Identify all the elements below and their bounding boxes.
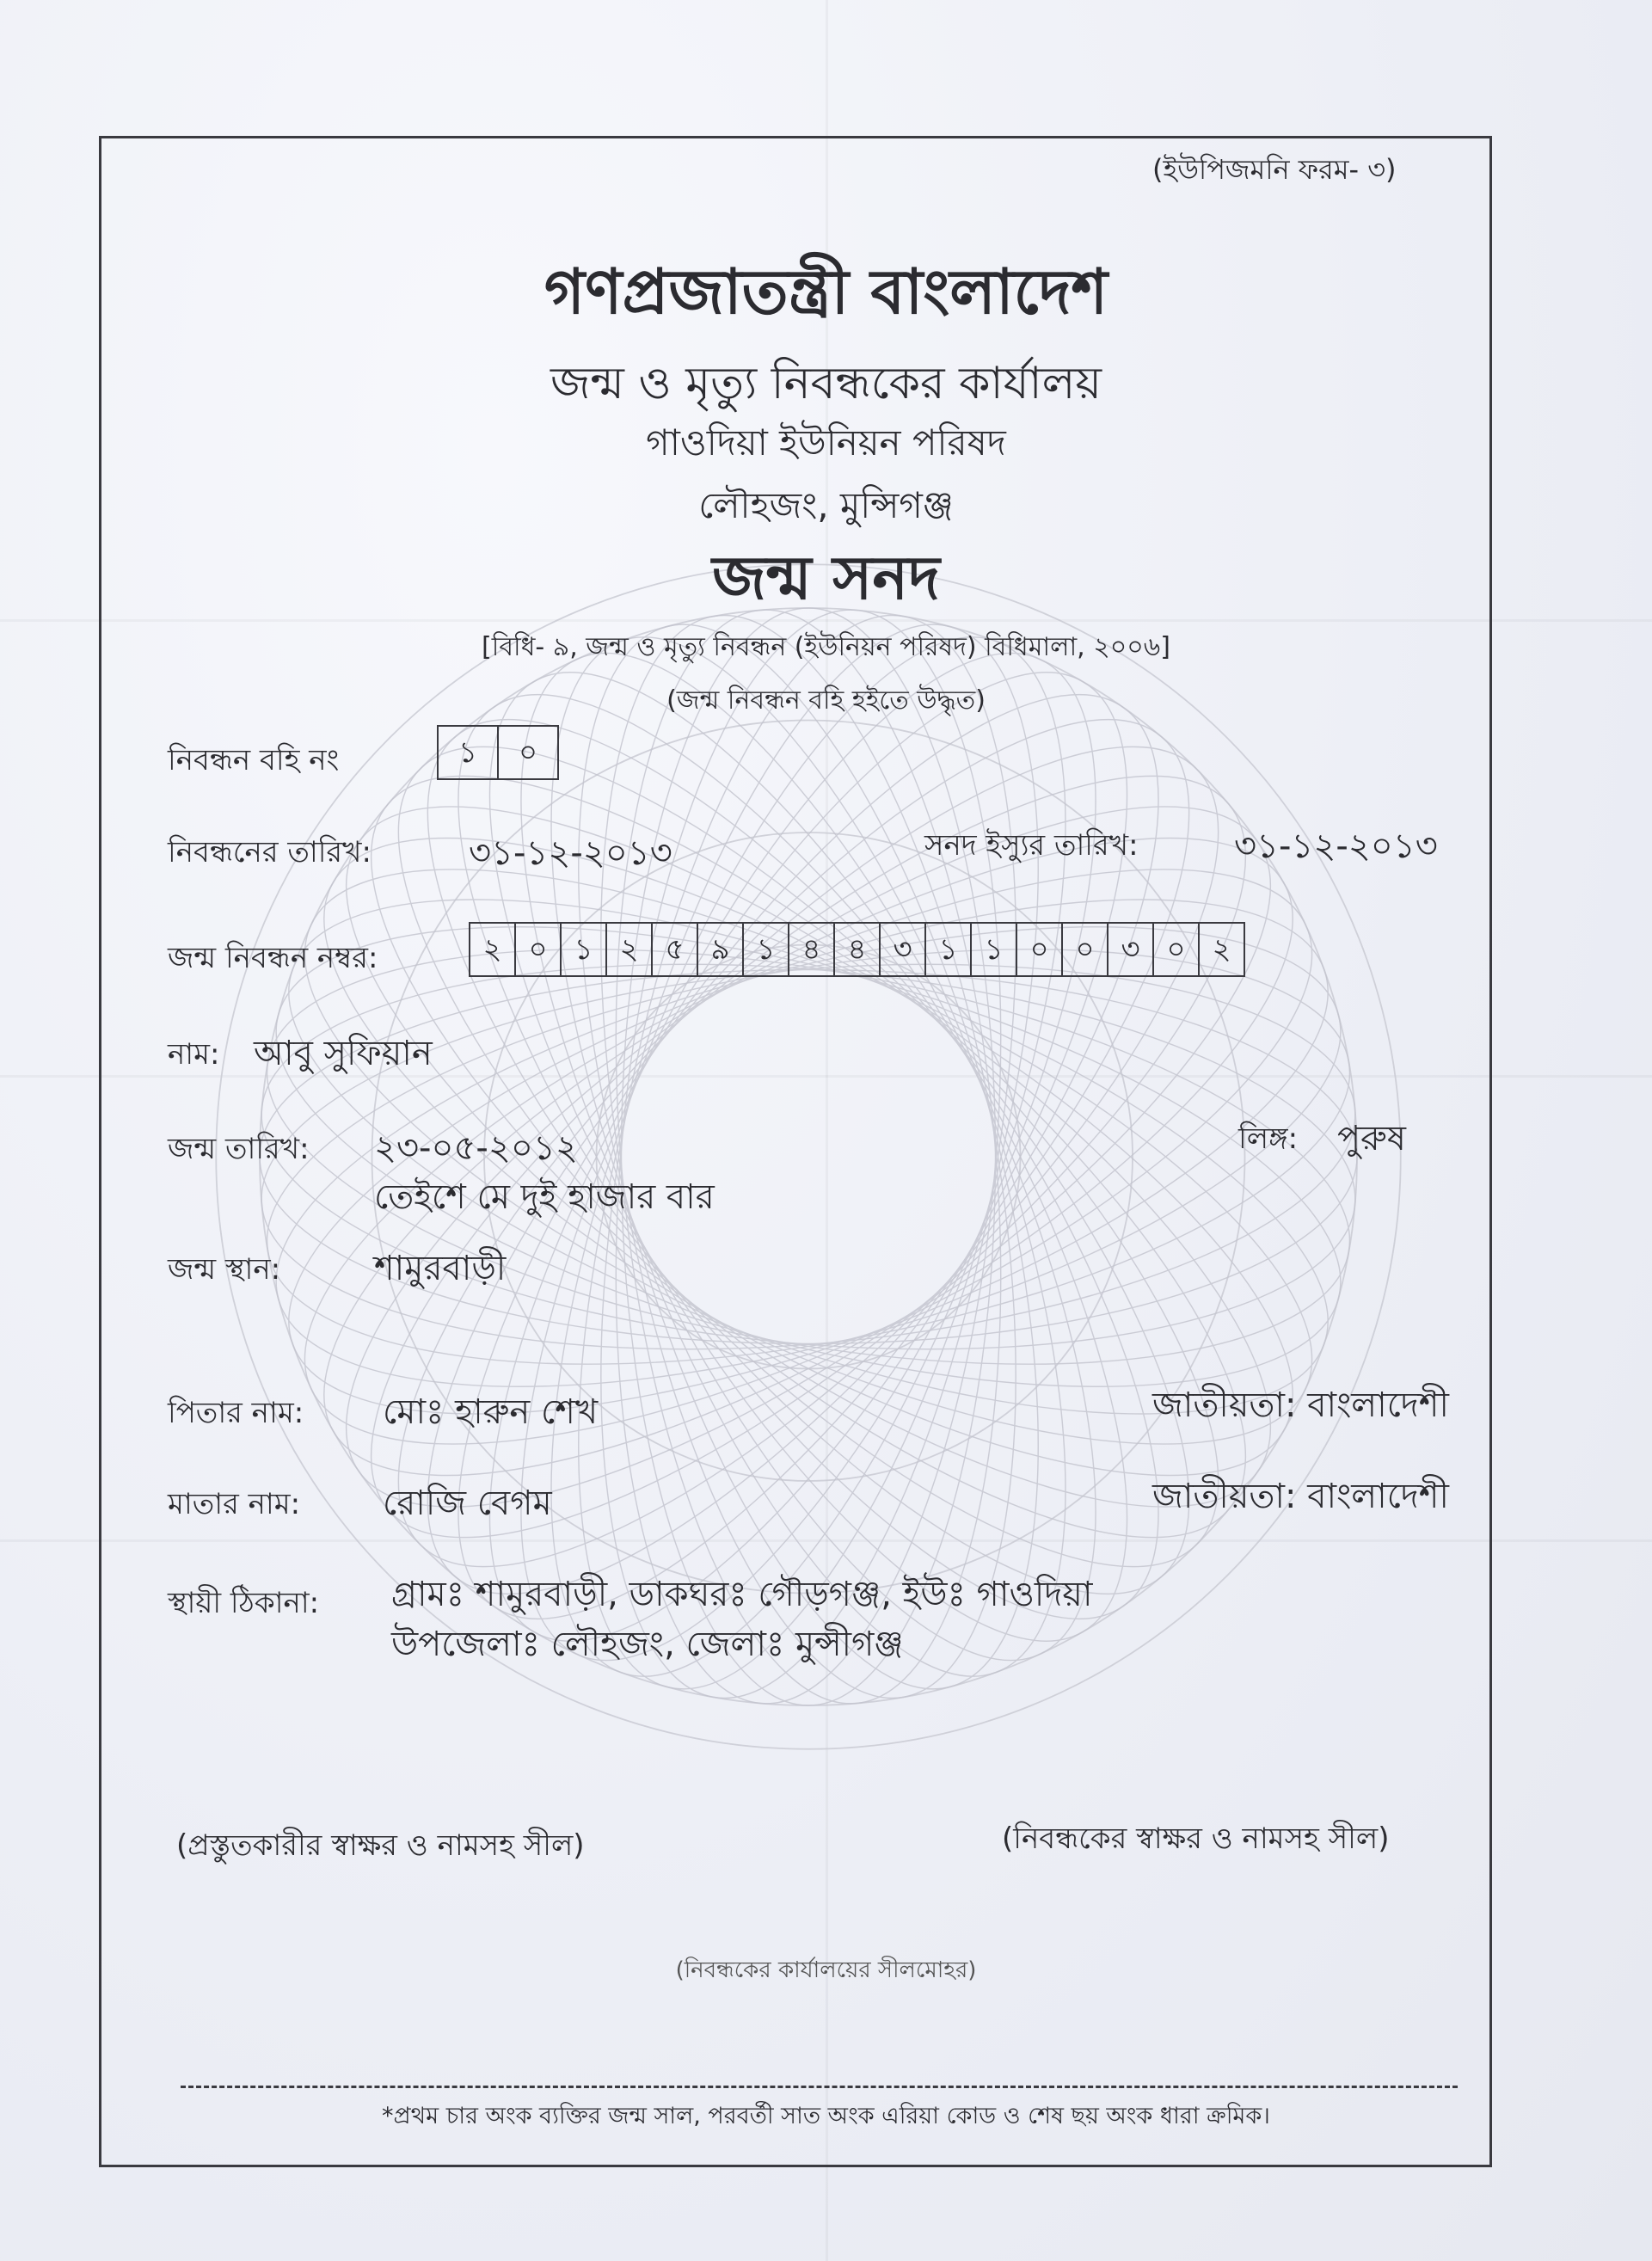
reg-digit: ০ — [516, 924, 562, 975]
address-line1: গ্রামঃ শামুরবাড়ী, ডাকঘরঃ গৌড়গঞ্জ, ইউঃ গাওদিয়া — [391, 1575, 1093, 1614]
reg-digit: ১ — [744, 924, 789, 975]
reg-digit: ৫ — [653, 924, 698, 975]
reg-digit: ৩ — [881, 924, 926, 975]
office-title: জন্ম ও মৃত্যু নিবন্ধকের কার্যালয় — [550, 358, 1102, 409]
address-label: স্থায়ী ঠিকানা: — [168, 1586, 320, 1620]
footnote: *প্রথম চার অংক ব্যক্তির জন্ম সাল, পরবর্তী সাত অংক এরিয়া কোড ও শেষ ছয় অংক ধারা ক্রমিক। — [382, 2103, 1270, 2129]
address-line2: উপজেলাঃ লৌহজং, জেলাঃ মুন্সীগঞ্জ — [391, 1625, 904, 1664]
book-number-boxes — [437, 725, 559, 780]
birth-reg-number-label: জন্ম নিবন্ধন নম্বর: — [168, 941, 378, 975]
father-name-value: মোঃ হারুন শেখ — [383, 1392, 599, 1432]
issue-date-value: ৩১-১২-২০১৩ — [1234, 826, 1438, 866]
reg-digit: ৪ — [835, 924, 881, 975]
reg-digit: ১ — [972, 924, 1017, 975]
footnote-divider — [181, 2086, 1458, 2088]
registrar-signature-caption: (নিবন্ধকের স্বাক্ষর ও নামসহ সীল) — [1002, 1822, 1390, 1856]
location: লৌহজং, মুন্সিগঞ্জ — [698, 484, 954, 526]
reg-digit: ০ — [1063, 924, 1108, 975]
mother-nationality: জাতীয়তা: বাংলাদেশী — [1152, 1477, 1449, 1516]
extract-note: (জন্ম নিবন্ধন বহি হইতে উদ্ধৃত) — [666, 685, 986, 716]
reg-digit: ৪ — [789, 924, 835, 975]
dob-in-words: তেইশে মে দুই হাজার বার — [374, 1177, 715, 1217]
sex-value: পুরুষ — [1337, 1119, 1406, 1158]
country-title: গণপ্রজাতন্ত্রী বাংলাদেশ — [544, 255, 1108, 328]
birthplace-value: শামুরবাড়ী — [374, 1249, 507, 1288]
name-value: আবু সুফিয়ান — [254, 1034, 433, 1073]
mother-name-value: রোজি বেগম — [383, 1484, 552, 1523]
office-seal-caption: (নিবন্ধকের কার্যালয়ের সীলমোহর) — [675, 1957, 977, 1983]
name-label: নাম: — [168, 1037, 220, 1072]
book-digit: ১ — [439, 727, 499, 778]
reg-digit: ১ — [926, 924, 972, 975]
mother-name-label: মাতার নাম: — [168, 1487, 301, 1521]
reg-digit: ০ — [1017, 924, 1063, 975]
reg-digit: ২ — [1212, 932, 1231, 967]
birth-reg-number-boxes — [469, 922, 1245, 977]
father-name-label: পিতার নাম: — [168, 1396, 304, 1430]
dob-label: জন্ম তারিখ: — [168, 1132, 310, 1166]
birthplace-label: জন্ম স্থান: — [168, 1252, 281, 1287]
registration-date-label: নিবন্ধনের তারিখ: — [168, 835, 372, 869]
reg-digit: ১ — [562, 924, 607, 975]
father-nationality: জাতীয়তা: বাংলাদেশী — [1152, 1385, 1449, 1425]
reg-digit: ০ — [1154, 924, 1200, 975]
reg-digit: ২ — [470, 924, 516, 975]
book-number-label: নিবন্ধন বহি নং — [168, 743, 340, 777]
reg-digit: ৯ — [698, 924, 744, 975]
sex-label: লিঙ্গ: — [1238, 1121, 1299, 1156]
form-number: (ইউপিজমনি ফরম- ৩) — [1152, 153, 1397, 186]
certificate-title: জন্ম সনদ — [712, 543, 940, 613]
reg-digit: ২ — [607, 924, 653, 975]
rule-reference: [বিধি- ৯, জন্ম ও মৃত্যু নিবন্ধন (ইউনিয়ন পরিষদ) বিধিমালা, ২০০৬] — [482, 632, 1170, 662]
registration-date-value: ৩১-১২-২০১৩ — [469, 833, 672, 873]
reg-digit: ৩ — [1108, 924, 1154, 975]
issue-date-label: সনদ ইস্যুর তারিখ: — [924, 828, 1139, 863]
dob-value: ২৩-০৫-২০১২ — [374, 1128, 578, 1168]
book-digit: ০ — [518, 735, 538, 770]
union-name: গাওদিয়া ইউনিয়ন পরিষদ — [646, 421, 1006, 464]
preparer-signature-caption: (প্রস্তুতকারীর স্বাক্ষর ও নামসহ সীল) — [176, 1828, 585, 1863]
